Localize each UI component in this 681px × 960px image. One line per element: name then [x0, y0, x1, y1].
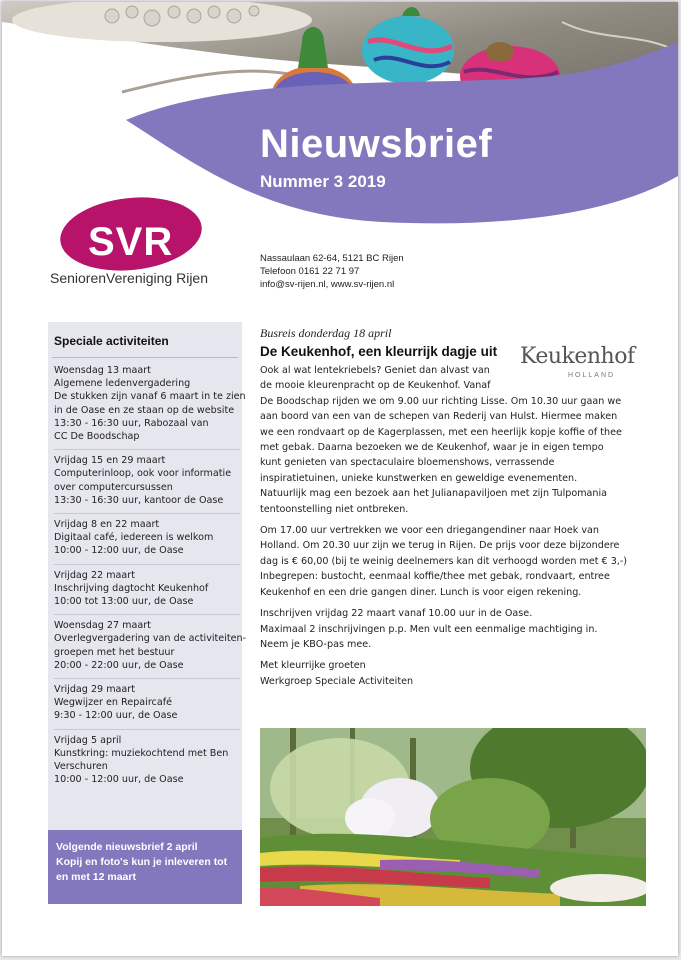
text-line: Maximaal 2 inschrijvingen p.p. Men vult een eenmalige machtiging in. [260, 623, 598, 635]
event-line: Woensdag 27 maart [54, 620, 151, 632]
svr-logo [50, 194, 250, 294]
event-item [54, 364, 246, 443]
event-line: Vrijdag 5 april [54, 734, 122, 746]
email-web-line: info@sv-rijen.nl, www.sv-rijen.nl [260, 279, 395, 290]
event-item [54, 513, 240, 558]
event-list [54, 364, 247, 792]
event-line: Verschuren [54, 761, 108, 773]
logo-text: SVR [88, 220, 174, 264]
event-line: Inschrijving dagtocht Keukenhof [54, 582, 209, 594]
event-line: 20:00 - 22:00 uur, de Oase [54, 659, 184, 671]
article-paragraph [260, 523, 650, 600]
phone-line: Telefoon 0161 22 71 97 [260, 266, 360, 277]
text-line: Ook al wat lentekriebels? Geniet dan alvast van [260, 365, 490, 376]
article-signoff [260, 658, 650, 689]
event-line: 10:00 - 12:00 uur, de Oase [54, 774, 184, 786]
event-line: 10:00 - 12:00 uur, de Oase [54, 545, 184, 557]
event-line: Vrijdag 8 en 22 maart [54, 519, 160, 531]
sidebar-divider [52, 357, 238, 358]
keukenhof-logo-name: Keukenhof [520, 344, 635, 369]
event-item [54, 614, 247, 672]
contact-address [260, 252, 404, 291]
event-line: in de Oase en ze staan op de website [54, 404, 235, 416]
article-paragraph [260, 606, 650, 652]
event-line: 9:30 - 12:00 uur, de Oase [54, 710, 178, 722]
event-item [54, 729, 240, 787]
article-paragraph [260, 363, 650, 517]
article-kicker: Busreis donderdag 18 april [260, 326, 392, 340]
event-item [54, 449, 240, 507]
article-body [260, 363, 650, 689]
next-issue-box [48, 830, 242, 904]
text-line: Inschrijven vrijdag 22 maart vanaf 10.00 uur in de Oase. [260, 608, 533, 620]
next-issue-line: Volgende nieuwsbrief 2 april [56, 841, 198, 853]
event-line: Digitaal café, iedereen is welkom [54, 532, 214, 544]
text-line: dag is € 60,00 (bij te weinig deelnemers kan dit verhoogd worden met € 3,-) [260, 555, 628, 567]
text-line: we een rondvaart op de Kagerplassen, met een heerlijk kopje koffie of thee [260, 426, 622, 438]
keukenhof-logo-sub: HOLLAND [568, 372, 616, 379]
text-line: aan boord van een van de schepen van Rederij van Hulst. Hiermee maken [260, 411, 618, 423]
event-line: 13:30 - 16:30 uur, kantoor de Oase [54, 494, 224, 506]
sidebar-activities [48, 322, 247, 904]
event-line: Vrijdag 15 en 29 maart [54, 455, 166, 467]
text-line: inspiratietuinen, unieke kunstwerken en geweldige evenementen. [260, 472, 578, 484]
event-line: Kunstkring: muziekochtend met Ben [54, 747, 229, 759]
address-line: Nassaulaan 62-64, 5121 BC Rijen [260, 253, 404, 264]
organization-name: SeniorenVereniging Rijen [50, 270, 208, 286]
article [260, 326, 650, 695]
text-line: Keukenhof en een drie gangen diner. Lunch is voor eigen rekening. [260, 586, 582, 598]
event-line: Computerinloop, ook voor informatie [54, 468, 232, 480]
text-line: met gebak. Daarna bezoeken we de Keukenhof, waar je in eigen tempo [260, 442, 604, 454]
event-line: Vrijdag 29 maart [54, 684, 136, 696]
text-line: Holland. Om 20.30 uur zijn we terug in Rijen. De prijs voor deze bijzondere [260, 540, 620, 552]
newsletter-page [2, 2, 678, 956]
event-line: Vrijdag 22 maart [54, 569, 136, 581]
text-line: Inbegrepen: bustocht, eenmaal koffie/thee met gebak, rondvaart, entree [260, 571, 610, 583]
event-line: Overlegvergadering van de activiteiten- [54, 633, 247, 645]
newsletter-title: Nieuwsbrief [260, 122, 493, 166]
keukenhof-photo [260, 728, 646, 906]
text-line: Om 17.00 uur vertrekken we voor een driegangendiner naar Hoek van [260, 525, 599, 537]
text-line: Natuurlijk mag een bezoek aan het Julianapaviljoen met zijn Tulpomania [260, 488, 608, 500]
event-line: over computercursussen [54, 481, 173, 493]
next-issue-line: en met 12 maart [56, 871, 136, 883]
event-line: groepen met het bestuur [54, 646, 175, 658]
event-line: De stukken zijn vanaf 6 maart in te zien [54, 391, 246, 403]
text-line: tentoonstelling niet ontbreken. [260, 503, 409, 515]
event-item [54, 678, 240, 723]
text-line: Neem je KBO-pas mee. [260, 638, 372, 650]
issue-number: Nummer 3 2019 [260, 172, 386, 191]
event-line: Woensdag 13 maart [54, 365, 151, 376]
text-line: kunt genieten van spectaculaire bloemenshows, verrassende [260, 457, 555, 469]
sidebar-heading: Speciale activiteiten [54, 334, 169, 348]
article-headline: De Keukenhof, een kleurrijk dagje uit [260, 344, 498, 359]
event-line: 13:30 - 16:30 uur, Rabozaal van [54, 417, 209, 429]
event-line: Algemene ledenvergadering [54, 378, 191, 390]
event-line: 10:00 tot 13:00 uur, de Oase [54, 596, 194, 608]
event-item [54, 564, 240, 609]
text-line: Werkgroep Speciale Activiteiten [260, 675, 414, 687]
text-line: Met kleurrijke groeten [260, 660, 366, 672]
next-issue-line: Kopij en foto's kun je inleveren tot [56, 856, 228, 868]
event-line: CC De Boodschap [54, 431, 140, 443]
event-line: Wegwijzer en Repaircafé [54, 697, 172, 709]
text-line: de mooie kleurenpracht op de Keukenhof. Vanaf [260, 380, 491, 392]
text-line: De Boodschap rijden we om 9.00 uur richting Lisse. Om 10.30 uur gaan we [260, 395, 622, 407]
